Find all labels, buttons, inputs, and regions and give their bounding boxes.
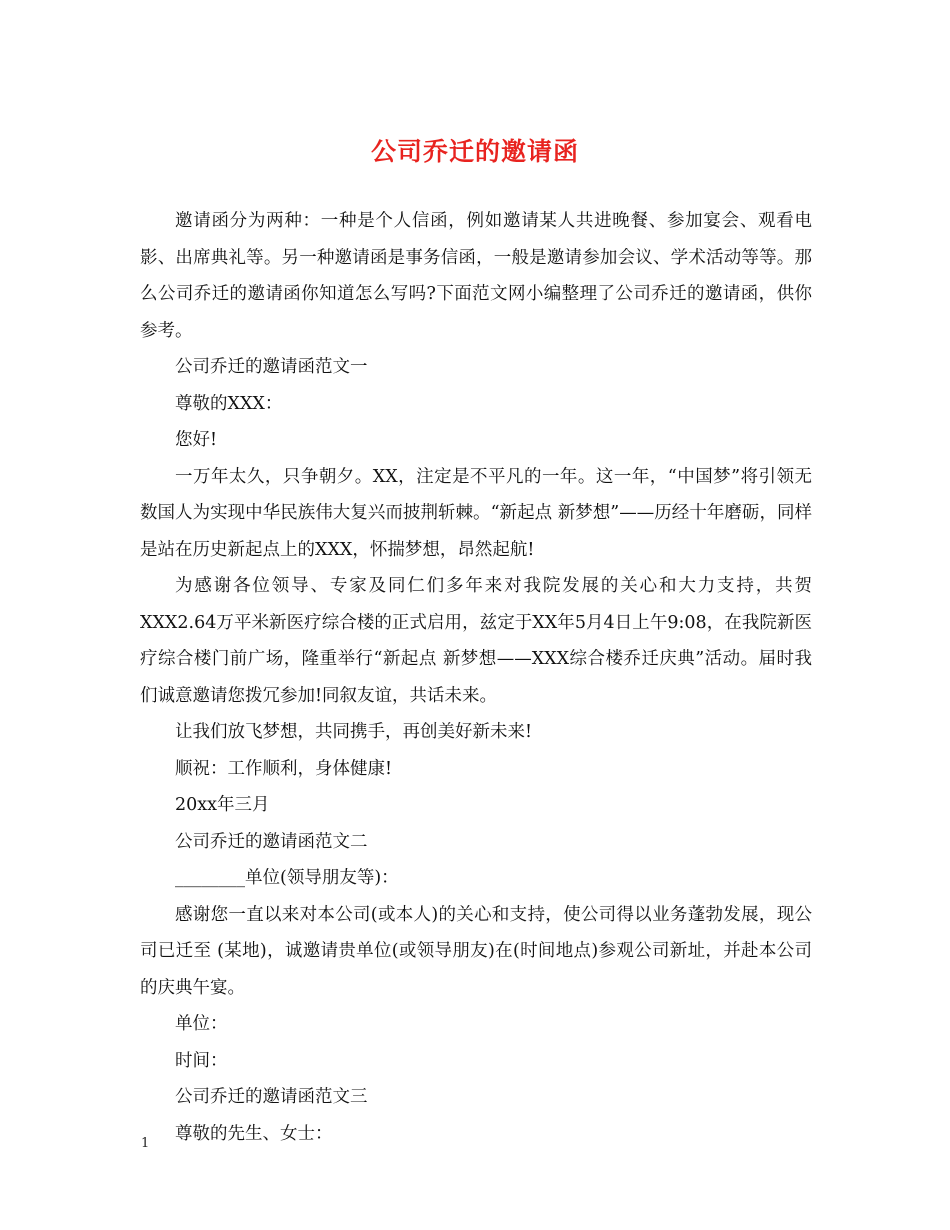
document-title: 公司乔迁的邀请函 (370, 137, 579, 166)
body-paragraph: 一万年太久，只争朝夕。XX，注定是不平凡的一年。这一年，“中国梦”将引领无数国人为实现中华民族伟大复兴而披荆斩棘。“新起点 新梦想”——历经十年磨砺，同样是站在历史新起点上的XXX，怀揣梦想，昂然起航! (140, 466, 812, 560)
document-body (140, 203, 812, 1152)
section-heading-sample-1: 公司乔迁的邀请函范文一 (175, 357, 368, 377)
body-line: 让我们放飞梦想，共同携手，再创美好新未来! (175, 722, 533, 742)
recipient-line: ________单位(领导朋友等)： (175, 868, 399, 888)
section-heading-sample-3: 公司乔迁的邀请函范文三 (175, 1087, 368, 1107)
section-heading-sample-2: 公司乔迁的邀请函范文二 (175, 831, 368, 852)
salutation: 尊敬的XXX： (175, 393, 283, 414)
body-paragraph: 为感谢各位领导、专家及同仁们多年来对我院发展的关心和大力支持，共贺XXX2.64万平米新医疗综合楼的正式启用，兹定于XX年5月4日上午9:08，在我院新医疗综合楼门前广场，隆重举行“新起点 新梦想——XXX综合楼乔迁庆典”活动。届时我们诚意邀请您拨冗参加!同叙友谊，共话未来。 (140, 576, 812, 706)
greeting: 您好! (175, 430, 218, 450)
unit-line: 单位： (175, 1014, 228, 1034)
page-number: 1 (141, 1136, 150, 1151)
time-line: 时间： (175, 1050, 228, 1071)
intro-paragraph: 邀请函分为两种：一种是个人信函，例如邀请某人共进晚餐、参加宴会、观看电影、出席典礼等。另一种邀请函是事务信函，一般是邀请参加会议、学术活动等等。那么公司乔迁的邀请函你知道怎么写吗?下面范文网小编整理了公司乔迁的邀请函，供你参考。 (140, 211, 812, 341)
body-paragraph: 感谢您一直以来对本公司(或本人)的关心和支持，使公司得以业务蓬勃发展，现公司已迁至 (某地)，诚邀请贵单位(或领导朋友)在(时间地点)参观公司新址，并赴本公司的庆典午宴。 (140, 904, 812, 998)
salutation: 尊敬的先生、女士： (175, 1123, 333, 1144)
date-line: 20xx年三月 (175, 795, 270, 815)
closing-wishes: 顺祝：工作顺利，身体健康! (175, 758, 393, 779)
